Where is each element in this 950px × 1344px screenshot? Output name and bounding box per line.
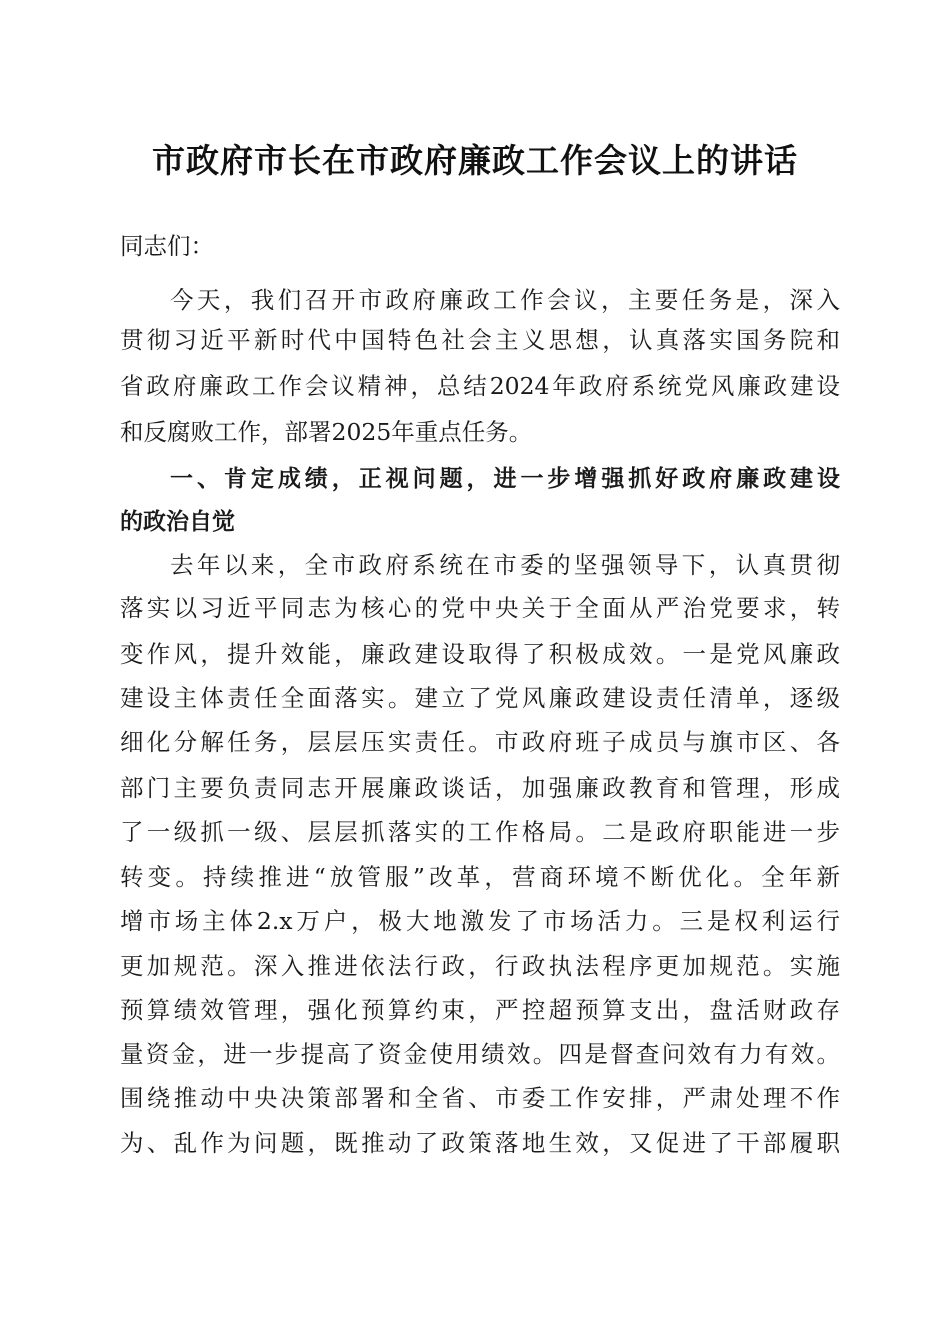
- body-line: 部门主要负责同志开展廉政谈话，加强廉政教育和管理，形成: [120, 774, 840, 802]
- body-line: 了一级抓一级、层层抓落实的工作格局。二是政府职能进一步: [120, 818, 840, 846]
- intro-line: 省政府廉政工作会议精神，总结2024年政府系统党风廉政建设: [120, 372, 840, 400]
- intro-line: 和反腐败工作，部署2025年重点任务。: [120, 418, 533, 446]
- body-line: 转变。持续推进“放管服”改革，营商环境不断优化。全年新: [120, 863, 840, 891]
- section-heading: 的政治自觉: [120, 509, 235, 535]
- body-line: 去年以来，全市政府系统在市委的坚强领导下，认真贯彻: [170, 551, 840, 579]
- body-line: 建设主体责任全面落实。建立了党风廉政建设责任清单，逐级: [120, 684, 840, 712]
- body-line: 落实以习近平同志为核心的党中央关于全面从严治党要求，转: [120, 594, 840, 622]
- body-line: 预算绩效管理，强化预算约束，严控超预算支出，盘活财政存: [120, 996, 840, 1024]
- body-line: 变作风，提升效能，廉政建设取得了积极成效。一是党风廉政: [120, 640, 840, 668]
- body-line: 增市场主体2.x万户，极大地激发了市场活力。三是权利运行: [120, 907, 840, 935]
- body-line: 更加规范。深入推进依法行政，行政执法程序更加规范。实施: [120, 952, 840, 980]
- document-title: 市政府市长在市政府廉政工作会议上的讲话: [152, 141, 798, 180]
- body-line: 为、乱作为问题，既推动了政策落地生效，又促进了干部履职: [120, 1129, 840, 1157]
- body-line: 围绕推动中央决策部署和全省、市委工作安排，严肃处理不作: [120, 1084, 840, 1112]
- body-line: 细化分解任务，层层压实责任。市政府班子成员与旗市区、各: [120, 728, 840, 756]
- body-line: 量资金，进一步提高了资金使用绩效。四是督查问效有力有效。: [120, 1040, 840, 1068]
- section-heading: 一、肯定成绩，正视问题，进一步增强抓好政府廉政建设: [170, 466, 840, 492]
- intro-line: 今天，我们召开市政府廉政工作会议，主要任务是，深入: [170, 286, 840, 314]
- intro-line: 贯彻习近平新时代中国特色社会主义思想，认真落实国务院和: [120, 326, 840, 354]
- salutation: 同志们：: [120, 232, 214, 260]
